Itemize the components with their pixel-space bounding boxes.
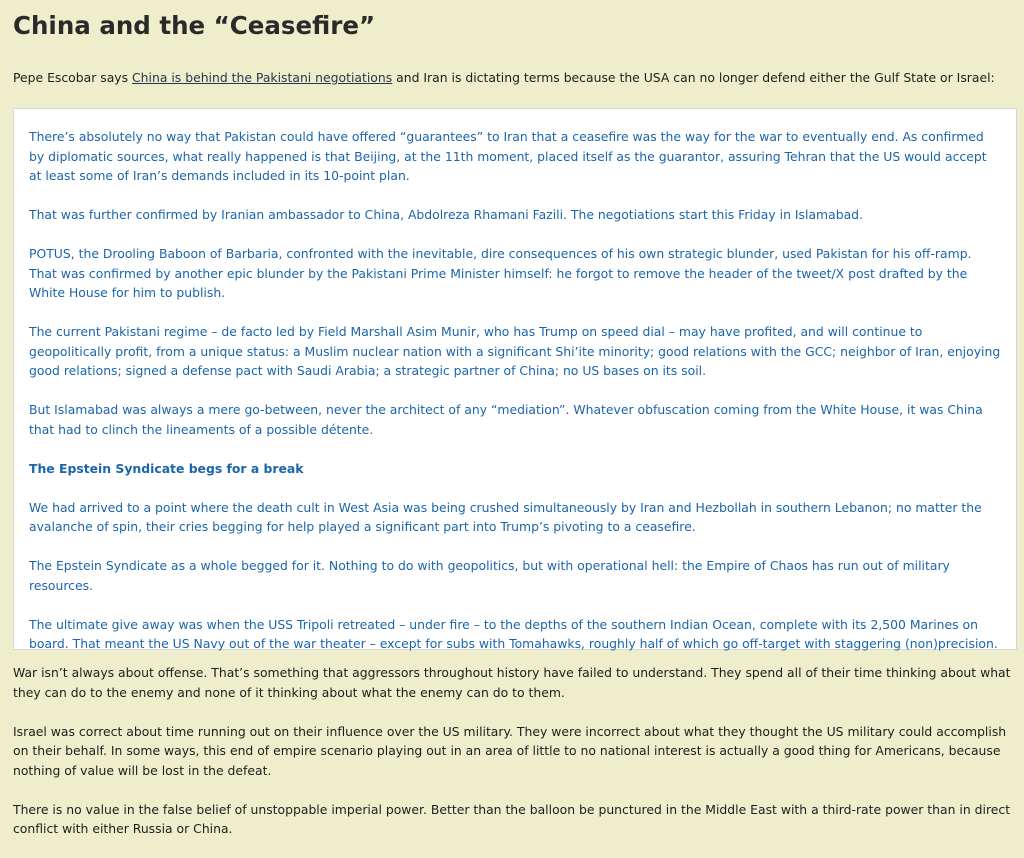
quote-paragraph: The current Pakistani regime – de facto led by Field Marshall Asim Munir, who has Trump on speed dial – may have profited, and will continue to geopolitically profit, from a unique status: a Muslim nuclear nation with a significant Shi’ite minority; good relations with the GCC; neighbor of Iran, enjoying good relations; signed a defense pact with Saudi Arabia; a strategic partner of China; no US bases on its soil. [29,324,1001,378]
quote-paragraph: But Islamabad was always a mere go-between, never the architect of any “mediation”. Whatever obfuscation coming from the White House, it was China that had to clinch the lineaments of a possible détente. [29,402,983,437]
quote-paragraph: POTUS, the Drooling Baboon of Barbaria, confronted with the inevitable, dire consequences of his own strategic blunder, used Pakistan for his off-ramp. That was confirmed by another epic blunder by the Pakistani Prime Minister himself: he forgot to remove the header of the tweet/X post drafted by the White House for him to publish. [29,246,972,300]
quote-paragraph: There’s absolutely no way that Pakistan could have offered “guarantees” to Iran that a ceasefire was the way for the war to eventually end. As confirmed by diplomatic sources, what really happened is that Beijing, at the 11th moment, placed itself as the guarantor, assuring Tehran that the US would accept at least some of Iran’s demands included in its 10-point plan. [29,129,987,183]
intro-paragraph [13,68,1013,88]
commentary-paragraph: War isn’t always about offense. That’s something that aggressors throughout history have failed to understand. They spend all of their time thinking about what they can do to the enemy and none of it thinking about what the enemy can do to them. [13,665,1011,700]
commentary [13,663,1013,858]
quote-paragraph: That was further confirmed by Iranian ambassador to China, Abdolreza Rhamani Fazili. The negotiations start this Friday in Islamabad. [29,207,863,222]
quote-paragraph: The ultimate give away was when the USS Tripoli retreated – under fire – to the depths of the southern Indian Ocean, complete with its 2,500 Marines on board. That meant the US Navy out of the war theater – except for subs with Tomahawks, roughly half of which go off-target with staggering (non)precision. [29,616,998,651]
quote-paragraph: We had arrived to a point where the death cult in West Asia was being crushed simultaneously by Iran and Hezbollah in southern Lebanon; no matter the avalanche of spin, their cries begging for help played a significant part into Trump’s pivoting to a ceasefire. [29,499,982,534]
quote-subheading: The Epstein Syndicate begs for a break [29,460,304,476]
commentary-paragraph: Israel was correct about time running out on their influence over the US military. They were incorrect about what they thought the US military could accomplish on their behalf. In some ways, this end of empire scenario playing out in an area of little to no national interest is actually a good thing for Americans, because nothing of value will be lost in the defeat. [13,723,1007,778]
post-title: China and the “Ceasefire” [13,11,376,40]
source-link[interactable]: China is behind the Pakistani negotiations [132,70,393,85]
intro-text-before: Pepe Escobar says [13,70,133,85]
intro-text-after: and Iran is dictating terms because the USA can no longer defend either the Gulf State or Israel: [392,70,995,85]
blockquote [13,108,1017,650]
commentary-paragraph: There is no value in the false belief of unstoppable imperial power. Better than the balloon be punctured in the Middle East with a third-rate power than in direct conflict with either Russia or China. [13,801,1011,836]
quote-paragraph: The Epstein Syndicate as a whole begged for it. Nothing to do with geopolitics, but with operational hell: the Empire of Chaos has run out of military resources. [29,558,950,593]
